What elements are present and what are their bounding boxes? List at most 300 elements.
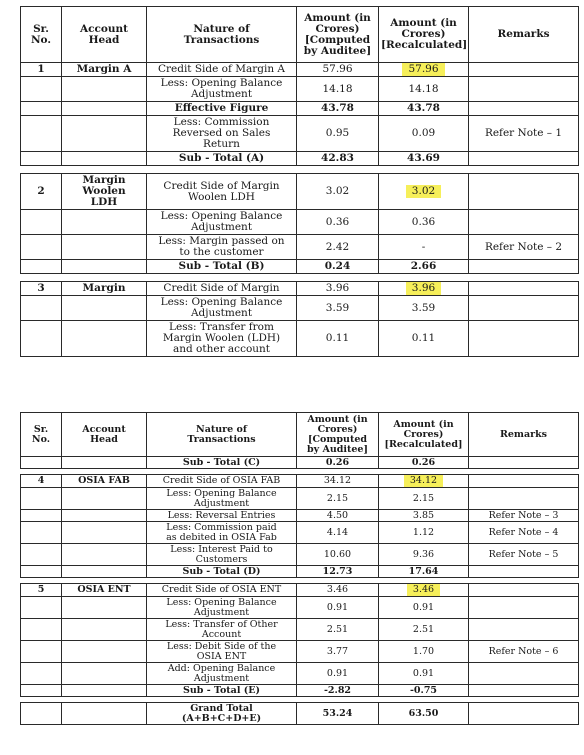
spacer-cell (21, 274, 62, 282)
computed-amount-text: 14.18 (322, 82, 353, 95)
sr-no-text: 1 (37, 63, 45, 75)
nature-cell (147, 210, 297, 235)
recalculated-amount-text: 2.15 (412, 492, 435, 504)
spacer-cell (21, 166, 62, 174)
computed-amount-cell (297, 544, 379, 566)
sr-no-cell (21, 210, 62, 235)
recalculated-amount-cell (379, 685, 469, 697)
spacer-cell (297, 166, 379, 174)
nature-cell (147, 584, 297, 597)
computed-amount-text: 12.73 (322, 565, 353, 577)
account-head-text: OSIA FAB (78, 475, 130, 486)
table-row (21, 174, 579, 210)
sr-no-cell (21, 544, 62, 566)
remarks-cell (469, 321, 579, 357)
recalculated-amount-text: 43.78 (407, 102, 440, 114)
account-head-cell (62, 321, 147, 357)
nature-text: Credit Side of Margin (163, 282, 280, 294)
spacer-row (21, 274, 579, 282)
recalculated-amount-text: 34.12 (404, 475, 443, 487)
recalculated-amount-text: 3.46 (407, 584, 440, 596)
account-head-cell (62, 584, 147, 597)
table-row (21, 457, 579, 469)
recalculated-amount-text: 1.70 (412, 645, 435, 657)
remarks-cell (469, 510, 579, 522)
nature-text: Sub - Total (C) (182, 456, 261, 468)
nature-cell (147, 116, 297, 152)
remarks-cell (469, 210, 579, 235)
recalculated-amount-cell (379, 210, 469, 235)
nature-text: Sub - Total (B) (178, 260, 265, 272)
remarks-cell (469, 63, 579, 77)
computed-amount-text: 3.96 (325, 282, 350, 294)
recalculated-amount-text: 2.51 (412, 623, 435, 635)
computed-amount-cell (297, 102, 379, 116)
account-head-cell (62, 260, 147, 274)
nature-text: Less: Transfer from Margin Woolen (LDH) and other account (162, 321, 281, 355)
nature-text: Less: Debit Side of the OSIA ENT (166, 640, 277, 662)
computed-amount-text: 0.24 (324, 260, 351, 272)
computed-amount-cell (297, 235, 379, 260)
nature-cell (147, 597, 297, 619)
sr-no-cell (21, 703, 62, 725)
account-head-cell (62, 282, 147, 296)
table-1-body (21, 63, 579, 357)
header-recalculated: Amount (in Crores) [Recalculated] (379, 7, 469, 63)
recalculated-amount-text: 0.36 (411, 215, 436, 228)
table-row (21, 544, 579, 566)
table-row (21, 152, 579, 166)
sr-no-cell (21, 260, 62, 274)
table-row (21, 597, 579, 619)
spacer-cell (147, 166, 297, 174)
recalculated-amount-text: 14.18 (408, 82, 439, 95)
table-row (21, 235, 579, 260)
computed-amount-cell (297, 703, 379, 725)
table-row (21, 685, 579, 697)
header-account-head: Account Head (62, 413, 147, 457)
recalculated-amount-cell (379, 296, 469, 321)
recalculated-amount-text: 0.26 (411, 456, 436, 468)
computed-amount-text: 4.50 (326, 509, 349, 521)
nature-text: Sub - Total (A) (178, 152, 265, 164)
sr-no-text: 4 (37, 475, 45, 486)
computed-amount-cell (297, 174, 379, 210)
recalculated-amount-cell (379, 522, 469, 544)
sr-no-cell (21, 488, 62, 510)
computed-amount-cell (297, 260, 379, 274)
computed-amount-cell (297, 475, 379, 488)
remarks-text: Refer Note – 4 (488, 526, 559, 538)
account-head-cell (62, 663, 147, 685)
computed-amount-cell (297, 685, 379, 697)
recalculated-amount-cell (379, 102, 469, 116)
remarks-cell (469, 282, 579, 296)
computed-amount-text: 0.91 (326, 667, 349, 679)
account-head-cell (62, 488, 147, 510)
table-row (21, 475, 579, 488)
spacer-row (21, 166, 579, 174)
remarks-cell (469, 641, 579, 663)
nature-text: Less: Opening Balance Adjustment (160, 77, 283, 100)
sr-no-cell (21, 296, 62, 321)
recalculated-amount-cell (379, 174, 469, 210)
account-head-text: OSIA ENT (77, 584, 131, 595)
account-head-text: Margin Woolen LDH (82, 174, 126, 208)
computed-amount-text: 10.60 (323, 548, 352, 560)
account-head-cell (62, 63, 147, 77)
table-row (21, 703, 579, 725)
sr-no-cell (21, 174, 62, 210)
recalculated-amount-text: 9.36 (412, 548, 435, 560)
nature-cell (147, 174, 297, 210)
computed-amount-cell (297, 663, 379, 685)
recalculated-amount-cell (379, 510, 469, 522)
reconciliation-table-part-1 (20, 6, 579, 357)
header-sr-no: Sr. No. (21, 413, 62, 457)
table-row (21, 282, 579, 296)
nature-text: Less: Opening Balance Adjustment (160, 210, 283, 233)
header-account-head: Account Head (62, 7, 147, 63)
sr-no-cell (21, 510, 62, 522)
computed-amount-cell (297, 77, 379, 102)
recalculated-amount-cell (379, 475, 469, 488)
nature-text: Credit Side of OSIA FAB (162, 475, 281, 486)
spacer-cell (379, 166, 469, 174)
computed-amount-text: -2.82 (323, 684, 352, 696)
computed-amount-cell (297, 597, 379, 619)
nature-text: Sub - Total (E) (183, 684, 260, 696)
recalculated-amount-text: 0.91 (412, 601, 435, 613)
computed-amount-text: 3.77 (326, 645, 349, 657)
computed-amount-text: 34.12 (323, 475, 352, 486)
account-head-cell (62, 685, 147, 697)
recalculated-amount-text: 43.69 (407, 152, 440, 164)
sr-no-cell (21, 641, 62, 663)
account-head-cell (62, 116, 147, 152)
computed-amount-text: 3.02 (325, 185, 350, 197)
computed-amount-text: 0.11 (325, 332, 350, 344)
remarks-cell (469, 457, 579, 469)
remarks-cell (469, 522, 579, 544)
recalculated-amount-text: -0.75 (409, 684, 438, 696)
computed-amount-text: 0.36 (325, 215, 350, 228)
recalculated-amount-cell (379, 152, 469, 166)
computed-amount-text: 0.26 (325, 456, 350, 468)
computed-amount-cell (297, 522, 379, 544)
recalculated-amount-cell (379, 488, 469, 510)
account-head-cell (62, 619, 147, 641)
recalculated-amount-cell (379, 584, 469, 597)
remarks-cell (469, 584, 579, 597)
account-head-cell (62, 210, 147, 235)
table-row (21, 296, 579, 321)
remarks-cell (469, 475, 579, 488)
nature-text: Less: Margin passed on to the customer (158, 235, 285, 258)
nature-cell (147, 663, 297, 685)
spacer-cell (469, 274, 579, 282)
computed-amount-text: 0.95 (325, 127, 350, 139)
header-computed: Amount (in Crores) [Computed by Auditee] (297, 7, 379, 63)
computed-amount-text: 43.78 (321, 102, 354, 114)
table-row (21, 260, 579, 274)
computed-amount-cell (297, 619, 379, 641)
nature-cell (147, 63, 297, 77)
nature-cell (147, 102, 297, 116)
remarks-cell (469, 619, 579, 641)
recalculated-amount-cell (379, 235, 469, 260)
sr-no-cell (21, 457, 62, 469)
spacer-cell (62, 274, 147, 282)
sr-no-cell (21, 152, 62, 166)
table-row (21, 116, 579, 152)
nature-cell (147, 510, 297, 522)
remarks-text: Refer Note – 5 (488, 548, 559, 560)
recalculated-amount-text: 3.96 (406, 282, 441, 295)
computed-amount-text: 57.96 (322, 63, 353, 75)
computed-amount-cell (297, 116, 379, 152)
recalculated-amount-cell (379, 63, 469, 77)
remarks-cell (469, 663, 579, 685)
recalculated-amount-text: 3.02 (406, 185, 441, 198)
remarks-cell (469, 566, 579, 578)
spacer-cell (62, 166, 147, 174)
table-row (21, 619, 579, 641)
computed-amount-text: 2.42 (325, 240, 350, 253)
account-head-cell (62, 174, 147, 210)
spacer-cell (469, 166, 579, 174)
sr-no-text: 3 (37, 282, 45, 294)
sr-no-cell (21, 663, 62, 685)
header-remarks: Remarks (469, 7, 579, 63)
table-row (21, 63, 579, 77)
sr-no-cell (21, 63, 62, 77)
account-head-text: Margin (82, 282, 126, 294)
computed-amount-cell (297, 488, 379, 510)
remarks-cell (469, 488, 579, 510)
nature-cell (147, 282, 297, 296)
nature-text: Less: Reversal Entries (167, 509, 276, 521)
nature-text: Less: Opening Balance Adjustment (166, 596, 277, 618)
computed-amount-cell (297, 63, 379, 77)
header-recalculated: Amount (in Crores) [Recalculated] (379, 413, 469, 457)
nature-cell (147, 260, 297, 274)
account-head-cell (62, 544, 147, 566)
remarks-cell (469, 703, 579, 725)
account-head-cell (62, 597, 147, 619)
table-row (21, 488, 579, 510)
recalculated-amount-cell (379, 260, 469, 274)
table-row (21, 566, 579, 578)
nature-cell (147, 77, 297, 102)
remarks-cell (469, 260, 579, 274)
account-head-cell (62, 235, 147, 260)
nature-cell (147, 475, 297, 488)
recalculated-amount-cell (379, 663, 469, 685)
sr-no-cell (21, 321, 62, 357)
table-row (21, 663, 579, 685)
table-row (21, 522, 579, 544)
nature-cell (147, 457, 297, 469)
account-head-cell (62, 77, 147, 102)
nature-text: Credit Side of Margin Woolen LDH (163, 179, 280, 203)
nature-cell (147, 321, 297, 357)
nature-text: Less: Commission Reversed on Sales Return (172, 116, 271, 150)
nature-text: Less: Commission paid as debited in OSIA Fab (166, 521, 277, 543)
remarks-text: Refer Note – 6 (488, 645, 559, 657)
sr-no-cell (21, 116, 62, 152)
account-head-cell (62, 475, 147, 488)
recalculated-amount-text: - (421, 240, 426, 253)
nature-text: Add: Opening Balance Adjustment (167, 662, 276, 684)
sr-no-cell (21, 584, 62, 597)
account-head-text: Margin A (76, 63, 132, 75)
computed-amount-cell (297, 321, 379, 357)
account-head-cell (62, 152, 147, 166)
nature-cell (147, 235, 297, 260)
recalculated-amount-cell (379, 544, 469, 566)
sr-no-cell (21, 282, 62, 296)
nature-text: Less: Transfer of Other Account (165, 618, 278, 640)
nature-cell (147, 296, 297, 321)
computed-amount-cell (297, 152, 379, 166)
account-head-cell (62, 641, 147, 663)
computed-amount-cell (297, 282, 379, 296)
account-head-cell (62, 510, 147, 522)
header-nature: Nature of Transactions (147, 413, 297, 457)
remarks-text: Refer Note – 3 (488, 509, 559, 521)
computed-amount-cell (297, 584, 379, 597)
account-head-cell (62, 566, 147, 578)
table-row (21, 510, 579, 522)
remarks-cell (469, 544, 579, 566)
recalculated-amount-text: 3.85 (412, 509, 435, 521)
header-remarks: Remarks (469, 413, 579, 457)
remarks-cell (469, 116, 579, 152)
table-row (21, 77, 579, 102)
recalculated-amount-cell (379, 77, 469, 102)
header-sr-no: Sr. No. (21, 7, 62, 63)
recalculated-amount-text: 17.64 (408, 565, 439, 577)
sr-no-text: 2 (37, 185, 45, 197)
table-row (21, 584, 579, 597)
sr-no-cell (21, 475, 62, 488)
account-head-cell (62, 522, 147, 544)
sr-no-cell (21, 597, 62, 619)
recalculated-amount-cell (379, 116, 469, 152)
computed-amount-cell (297, 641, 379, 663)
nature-cell (147, 566, 297, 578)
remarks-cell (469, 296, 579, 321)
computed-amount-text: 2.15 (326, 492, 349, 504)
nature-cell (147, 619, 297, 641)
nature-text: Less: Opening Balance Adjustment (166, 487, 277, 509)
table-2-body (21, 457, 579, 725)
table-row (21, 102, 579, 116)
computed-amount-cell (297, 210, 379, 235)
computed-amount-cell (297, 566, 379, 578)
sr-no-cell (21, 102, 62, 116)
remarks-cell (469, 152, 579, 166)
table-row (21, 641, 579, 663)
recalculated-amount-text: 0.11 (411, 332, 436, 344)
recalculated-amount-text: 63.50 (408, 707, 439, 719)
remarks-cell (469, 597, 579, 619)
account-head-cell (62, 703, 147, 725)
nature-text: Sub - Total (D) (182, 565, 261, 577)
recalculated-amount-cell (379, 641, 469, 663)
nature-text: Less: Interest Paid to Customers (170, 543, 273, 565)
table-row (21, 321, 579, 357)
computed-amount-cell (297, 296, 379, 321)
sr-no-text: 5 (37, 584, 45, 595)
nature-cell (147, 641, 297, 663)
remarks-cell (469, 235, 579, 260)
recalculated-amount-cell (379, 703, 469, 725)
remarks-cell (469, 685, 579, 697)
computed-amount-text: 53.24 (322, 707, 353, 719)
computed-amount-text: 3.59 (325, 301, 350, 314)
recalculated-amount-text: 3.59 (411, 301, 436, 314)
header-computed: Amount (in Crores) [Computed by Auditee] (297, 413, 379, 457)
sr-no-cell (21, 522, 62, 544)
nature-text: Grand Total (A+B+C+D+E) (181, 702, 262, 724)
nature-text: Effective Figure (174, 102, 269, 114)
header-nature: Nature of Transactions (147, 7, 297, 63)
recalculated-amount-cell (379, 597, 469, 619)
recalculated-amount-cell (379, 321, 469, 357)
reconciliation-table-part-2 (20, 412, 579, 725)
recalculated-amount-cell (379, 282, 469, 296)
remarks-cell (469, 174, 579, 210)
spacer-cell (297, 274, 379, 282)
computed-amount-cell (297, 457, 379, 469)
account-head-cell (62, 102, 147, 116)
remarks-text: Refer Note – 2 (484, 240, 563, 253)
sr-no-cell (21, 685, 62, 697)
computed-amount-text: 42.83 (321, 152, 354, 164)
recalculated-amount-cell (379, 457, 469, 469)
remarks-cell (469, 102, 579, 116)
table-row (21, 210, 579, 235)
recalculated-amount-cell (379, 566, 469, 578)
recalculated-amount-text: 1.12 (412, 526, 435, 538)
nature-cell (147, 544, 297, 566)
nature-cell (147, 522, 297, 544)
recalculated-amount-text: 57.96 (402, 63, 444, 76)
recalculated-amount-text: 0.09 (411, 127, 436, 139)
nature-cell (147, 685, 297, 697)
nature-text: Credit Side of Margin A (157, 63, 286, 75)
recalculated-amount-text: 0.91 (412, 667, 435, 679)
account-head-cell (62, 296, 147, 321)
remarks-text: Refer Note – 1 (484, 127, 563, 139)
nature-cell (147, 488, 297, 510)
computed-amount-text: 2.51 (326, 623, 349, 635)
nature-cell (147, 703, 297, 725)
spacer-cell (379, 274, 469, 282)
computed-amount-text: 3.46 (326, 584, 349, 595)
sr-no-cell (21, 566, 62, 578)
sr-no-cell (21, 77, 62, 102)
account-head-cell (62, 457, 147, 469)
spacer-cell (147, 274, 297, 282)
remarks-cell (469, 77, 579, 102)
nature-text: Credit Side of OSIA ENT (161, 584, 282, 595)
sr-no-cell (21, 619, 62, 641)
computed-amount-text: 0.91 (326, 601, 349, 613)
recalculated-amount-cell (379, 619, 469, 641)
